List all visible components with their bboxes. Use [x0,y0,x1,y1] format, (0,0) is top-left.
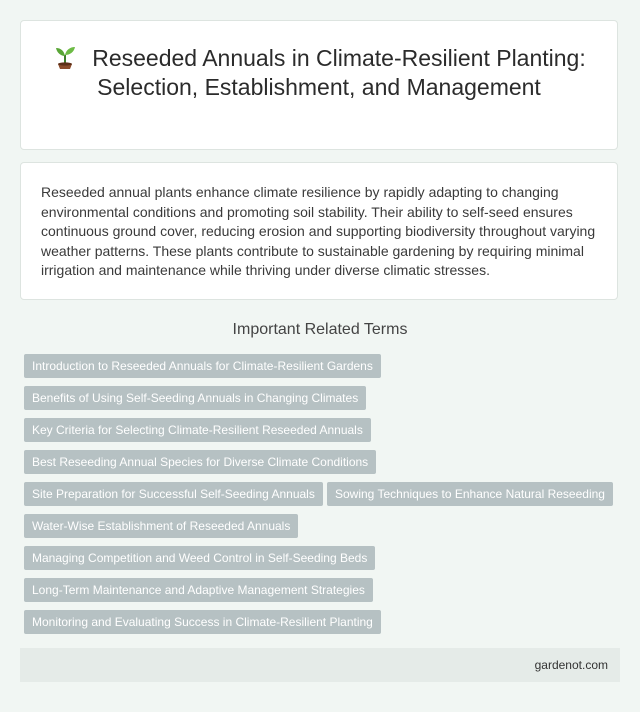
related-term-link[interactable]: Best Reseeding Annual Species for Diverse Climate Conditions [24,450,376,474]
intro-card [20,162,618,300]
footer-site-link[interactable]: gardenot.com [534,658,608,672]
page-title-text: Reseeded Annuals in Climate-Resilient Planting: Selection, Establishment, and Management [92,45,586,100]
related-term-link[interactable]: Introduction to Reseeded Annuals for Climate-Resilient Gardens [24,354,381,378]
related-terms-heading: Important Related Terms [232,321,408,338]
title-card [20,20,618,150]
related-term-link[interactable]: Long-Term Maintenance and Adaptive Management Strategies [24,578,373,602]
page-title [51,44,587,102]
sprout-icon [52,44,78,70]
related-term-link[interactable]: Sowing Techniques to Enhance Natural Reseeding [327,482,613,506]
related-term-link[interactable]: Site Preparation for Successful Self-Seeding Annuals [24,482,323,506]
related-term-link[interactable]: Key Criteria for Selecting Climate-Resilient Reseeded Annuals [24,418,371,442]
related-term-link[interactable]: Water-Wise Establishment of Reseeded Annuals [24,514,298,538]
intro-paragraph: Reseeded annual plants enhance climate resilience by rapidly adapting to changing environmental conditions and promoting soil stability. Their ability to self-seed ensures continuous ground cover, reducing erosion and supporting biodiversity throughout varying weather patterns. These plants contribute to sustainable gardening by requiring minimal irrigation and maintenance while thriving under diverse climatic stresses. [41,184,596,278]
related-term-link[interactable]: Monitoring and Evaluating Success in Climate-Resilient Planting [24,610,381,634]
footer [20,648,620,682]
related-term-link[interactable]: Benefits of Using Self-Seeding Annuals in Changing Climates [24,386,366,410]
related-term-link[interactable]: Managing Competition and Weed Control in Self-Seeding Beds [24,546,375,570]
